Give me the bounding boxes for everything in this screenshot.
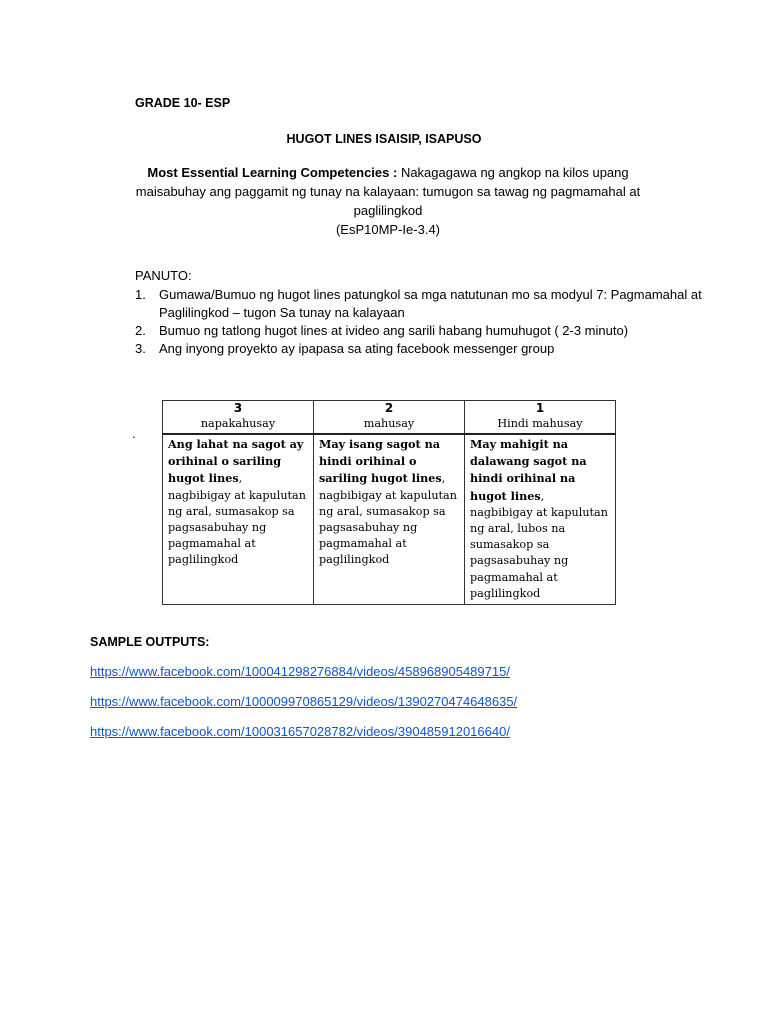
rubric-criteria-text: , nagbibigay at kapulutan ng aral, sumasakop sa pagsasabuhay ng pagmamahal at paglilingkod <box>168 472 306 567</box>
document-title: HUGOT LINES ISAISIP, ISAPUSO <box>286 132 482 146</box>
rubric-score: 1 <box>535 401 545 415</box>
melc-text: Nakagagawa ng angkop na kilos upang maisabuhay ang paggamit ng tunay na kalayaan: tumugon sa tawag ng pagmamahal at paglilingkod <box>135 165 641 218</box>
panuto-item-text: Bumuo ng tatlong hugot lines at ivideo ang sarili habang humuhugot ( 2-3 minuto) <box>159 323 629 338</box>
sample-link[interactable]: https://www.facebook.com/100041298276884/videos/458968905489715/ <box>90 664 510 679</box>
panuto-item-text: Ang inyong proyekto ay ipapasa sa ating facebook messenger group <box>159 341 555 356</box>
panuto-item-text: Gumawa/Bumuo ng hugot lines patungkol sa mga natutunan mo sa modyul 7: Pagmamahal at Paglilingkod – tugon Sa tunay na kalayaan <box>159 287 702 320</box>
sample-link[interactable]: https://www.facebook.com/100009970865129/videos/1390270474648635/ <box>90 694 518 709</box>
panuto-label: PANUTO: <box>135 268 192 283</box>
rubric-criteria-cell <box>465 434 616 605</box>
rubric-criteria-bold: May mahigit na dalawang sagot na hindi orihinal na hugot lines <box>470 437 587 503</box>
rubric-header-cell <box>163 401 314 435</box>
sample-outputs-label: SAMPLE OUTPUTS: <box>90 635 210 649</box>
melc-code: (EsP10MP-Ie-3.4) <box>335 222 441 237</box>
grade-heading: GRADE 10- ESP <box>135 96 231 110</box>
rubric-level: Hindi mahusay <box>497 417 583 430</box>
rubric-table <box>162 400 616 605</box>
panuto-item-number: 1. <box>135 287 146 302</box>
rubric-header-cell <box>314 401 465 435</box>
rubric-criteria-bold: May isang sagot na hindi orihinal o sariling hugot lines <box>319 437 442 486</box>
rubric-header-cell <box>465 401 616 435</box>
rubric-criteria-text: , nagbibigay at kapulutan ng aral, lubos na sumasakop sa pagsasabuhay ng pagmamahal at paglilingkod <box>470 489 608 600</box>
sample-links <box>90 664 517 754</box>
rubric-criteria-cell <box>163 434 314 605</box>
rubric-header-row <box>163 401 616 435</box>
rubric-criteria-bold: Ang lahat na sagot ay orihinal o sariling hugot lines <box>168 437 304 486</box>
rubric-score: 3 <box>233 401 243 415</box>
panuto-item-number: 2. <box>135 323 146 338</box>
sample-link[interactable]: https://www.facebook.com/100031657028782/videos/390485912016640/ <box>90 724 510 739</box>
rubric-criteria-row <box>163 434 616 605</box>
panuto-item-number: 3. <box>135 341 146 356</box>
melc-label: Most Essential Learning Competencies : <box>147 165 398 180</box>
panuto-item <box>135 322 715 340</box>
rubric-level: napakahusay <box>200 417 276 430</box>
melc-paragraph <box>118 163 658 239</box>
panuto-item <box>135 340 715 358</box>
rubric-criteria-cell <box>314 434 465 605</box>
rubric-level: mahusay <box>363 417 415 430</box>
panuto-list <box>135 286 715 358</box>
rubric-criteria-text: , nagbibigay at kapulutan ng aral, sumasakop sa pagsasabuhay ng pagmamahal at paglilingkod <box>319 472 457 567</box>
rubric-score: 2 <box>384 401 394 415</box>
stray-mark: . <box>132 426 136 441</box>
panuto-item <box>135 286 715 322</box>
